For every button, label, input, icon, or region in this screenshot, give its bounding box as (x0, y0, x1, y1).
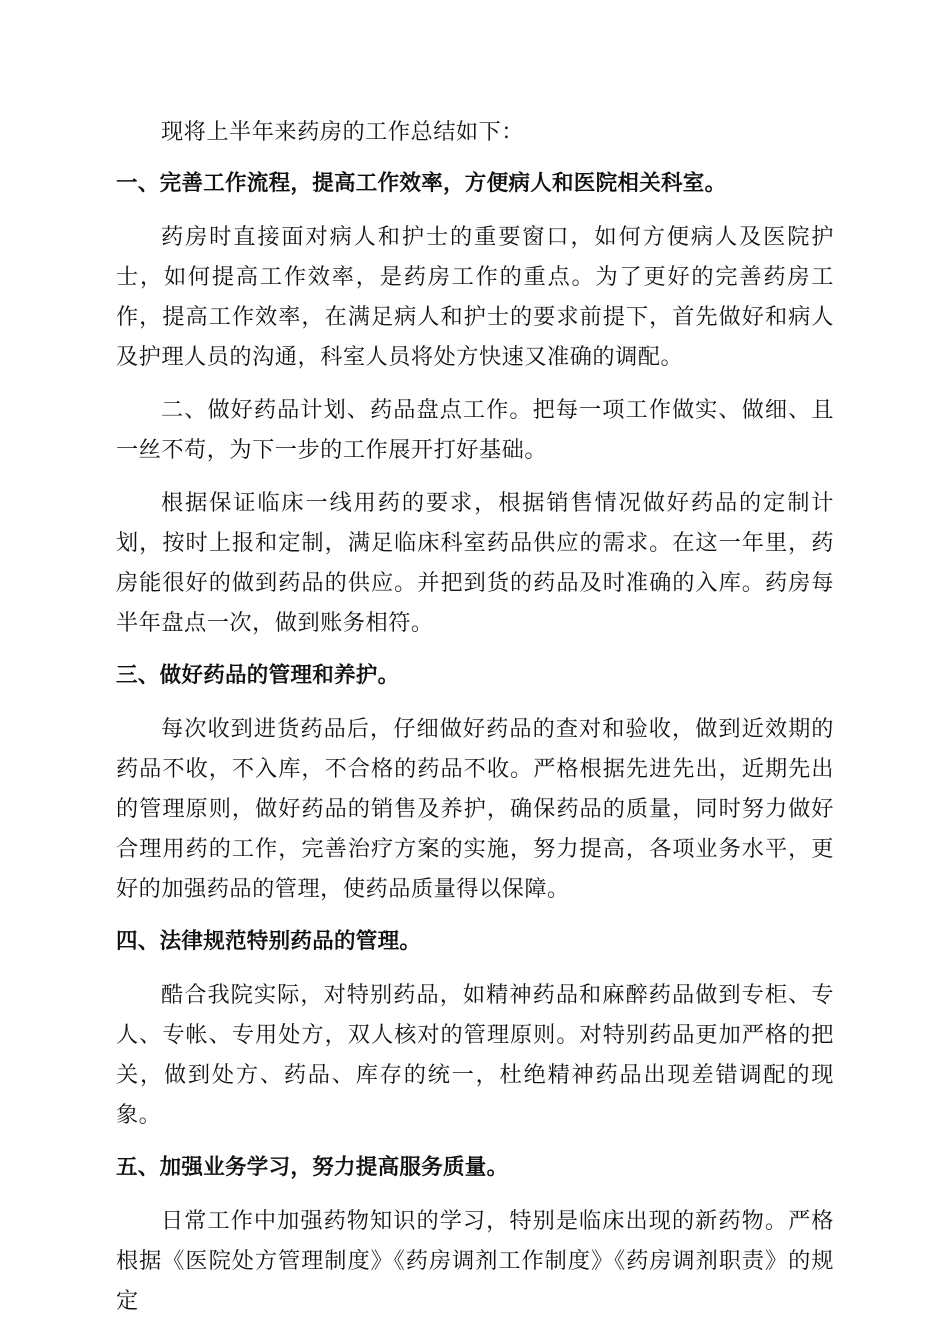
intro-paragraph: 现将上半年来药房的工作总结如下： (161, 119, 524, 145)
section-1-body: 药房时直接面对病人和护士的重要窗口，如何方便病人及医院护士，如何提高工作效率，是药房工作的重点。为了更好的完善药房工作，提高工作效率，在满足病人和护士的要求前提下，首先做好和病人及护理人员的沟通，科室人员将处方快速又准确的调配。 (116, 224, 834, 370)
section-1-heading: 一、完善工作流程，提高工作效率，方便病人和医院相关科室。 (116, 171, 727, 196)
section-2-heading: 二、做好药品计划、药品盘点工作。把每一项工作做实、做细、且一丝不苟，为下一步的工作展开打好基础。 (116, 397, 834, 463)
section-3-heading: 三、做好药品的管理和养护。 (116, 663, 400, 688)
section-4-body: 酷合我院实际，对特别药品，如精神药品和麻醉药品做到专柜、专人、专帐、专用处方，双人核对的管理原则。对特别药品更加严格的把关，做到处方、药品、库存的统一，杜绝精神药品出现差错调配的现象。 (116, 982, 834, 1128)
section-3-body: 每次收到进货药品后，仔细做好药品的查对和验收，做到近效期的药品不收，不入库，不合格的药品不收。严格根据先进先出，近期先出的管理原则，做好药品的销售及养护，确保药品的质量，同时努力做好合理用药的工作，完善治疗方案的实施，努力提高，各项业务水平，更好的加强药品的管理，使药品质量得以保障。 (116, 716, 834, 902)
document-content (116, 112, 834, 1321)
section-4-heading: 四、法律规范特别药品的管理。 (116, 929, 422, 954)
section-5-body: 日常工作中加强药物知识的学习，特别是临床出现的新药物。严格根据《医院处方管理制度》《药房调剂工作制度》《药房调剂职责》的规定 (116, 1208, 834, 1314)
section-5-heading: 五、加强业务学习，努力提高服务质量。 (116, 1155, 509, 1180)
section-2-body: 根据保证临床一线用药的要求，根据销售情况做好药品的定制计划，按时上报和定制，满足临床科室药品供应的需求。在这一年里，药房能很好的做到药品的供应。并把到货的药品及时准确的入库。药房每半年盘点一次，做到账务相符。 (116, 490, 834, 636)
